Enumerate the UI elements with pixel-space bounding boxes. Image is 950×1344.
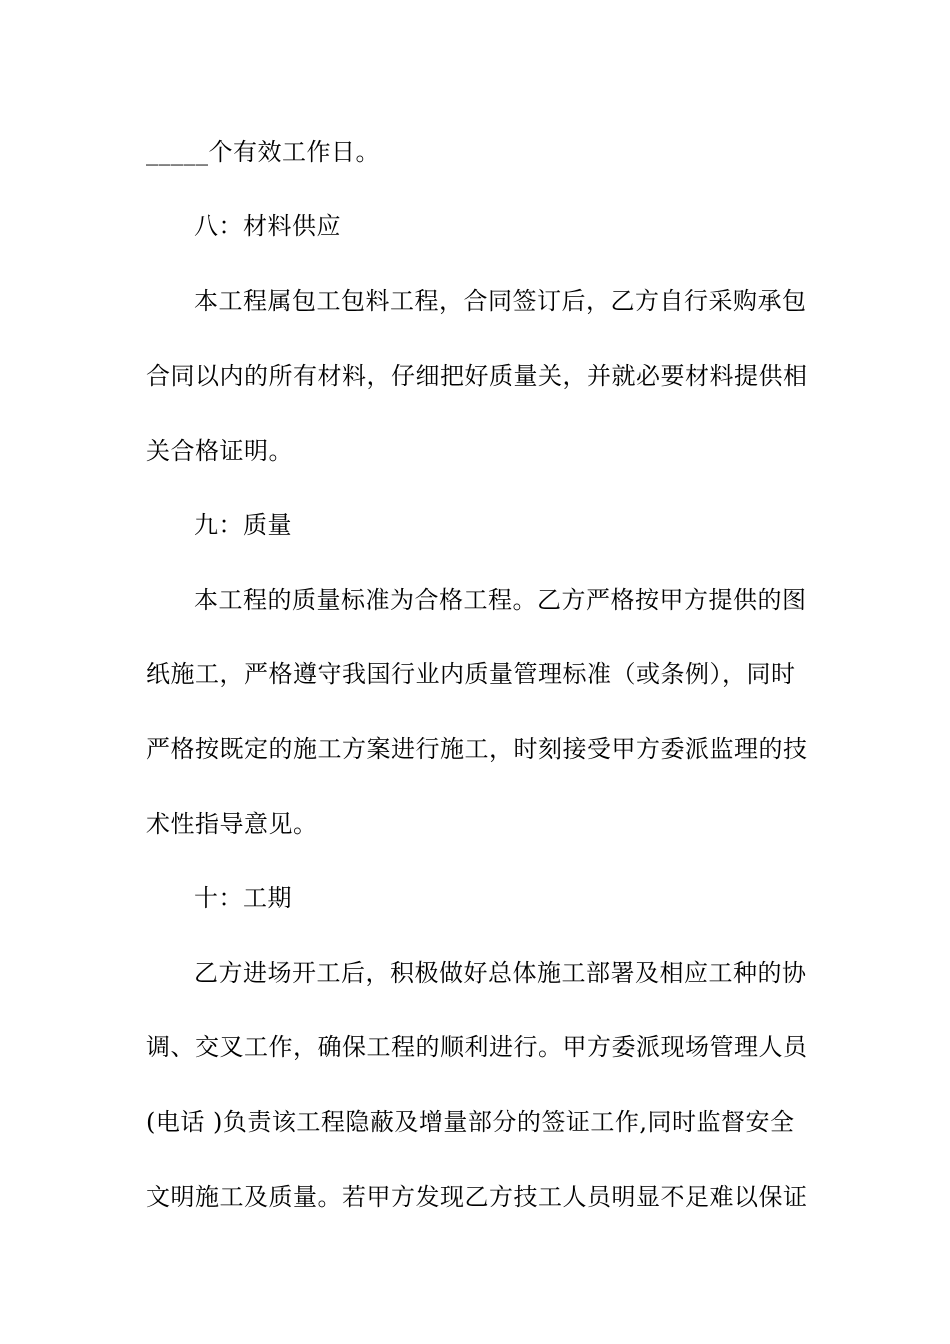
paragraph-line: 调、交叉工作，确保工程的顺利进行。甲方委派现场管理人员 bbox=[146, 1033, 808, 1061]
paragraph-line: 术性指导意见。 bbox=[146, 810, 318, 838]
section-heading-quality: 九：质量 bbox=[194, 511, 292, 539]
text-line: _____个有效工作日。 bbox=[146, 138, 380, 166]
paragraph-line: 本工程属包工包料工程，合同签订后，乙方自行采购承包 bbox=[194, 287, 807, 315]
paragraph-line: 乙方进场开工后，积极做好总体施工部署及相应工种的协 bbox=[194, 959, 807, 987]
paragraph-line: 文明施工及质量。若甲方发现乙方技工人员明显不足难以保证 bbox=[146, 1183, 808, 1211]
paragraph-line: (电话 )负责该工程隐蔽及增量部分的签证工作,同时监督安全 bbox=[146, 1108, 795, 1136]
paragraph-line: 关合格证明。 bbox=[146, 437, 293, 465]
section-heading-materials: 八：材料供应 bbox=[194, 212, 341, 240]
paragraph-line: 合同以内的所有材料，仔细把好质量关，并就必要材料提供相 bbox=[146, 362, 808, 390]
paragraph-line: 本工程的质量标准为合格工程。乙方严格按甲方提供的图 bbox=[194, 586, 807, 614]
paragraph-line: 纸施工，严格遵守我国行业内质量管理标准（或条例），同时 bbox=[146, 660, 796, 688]
paragraph-line: 严格按既定的施工方案进行施工，时刻接受甲方委派监理的技 bbox=[146, 735, 808, 763]
section-heading-schedule: 十：工期 bbox=[194, 884, 292, 912]
